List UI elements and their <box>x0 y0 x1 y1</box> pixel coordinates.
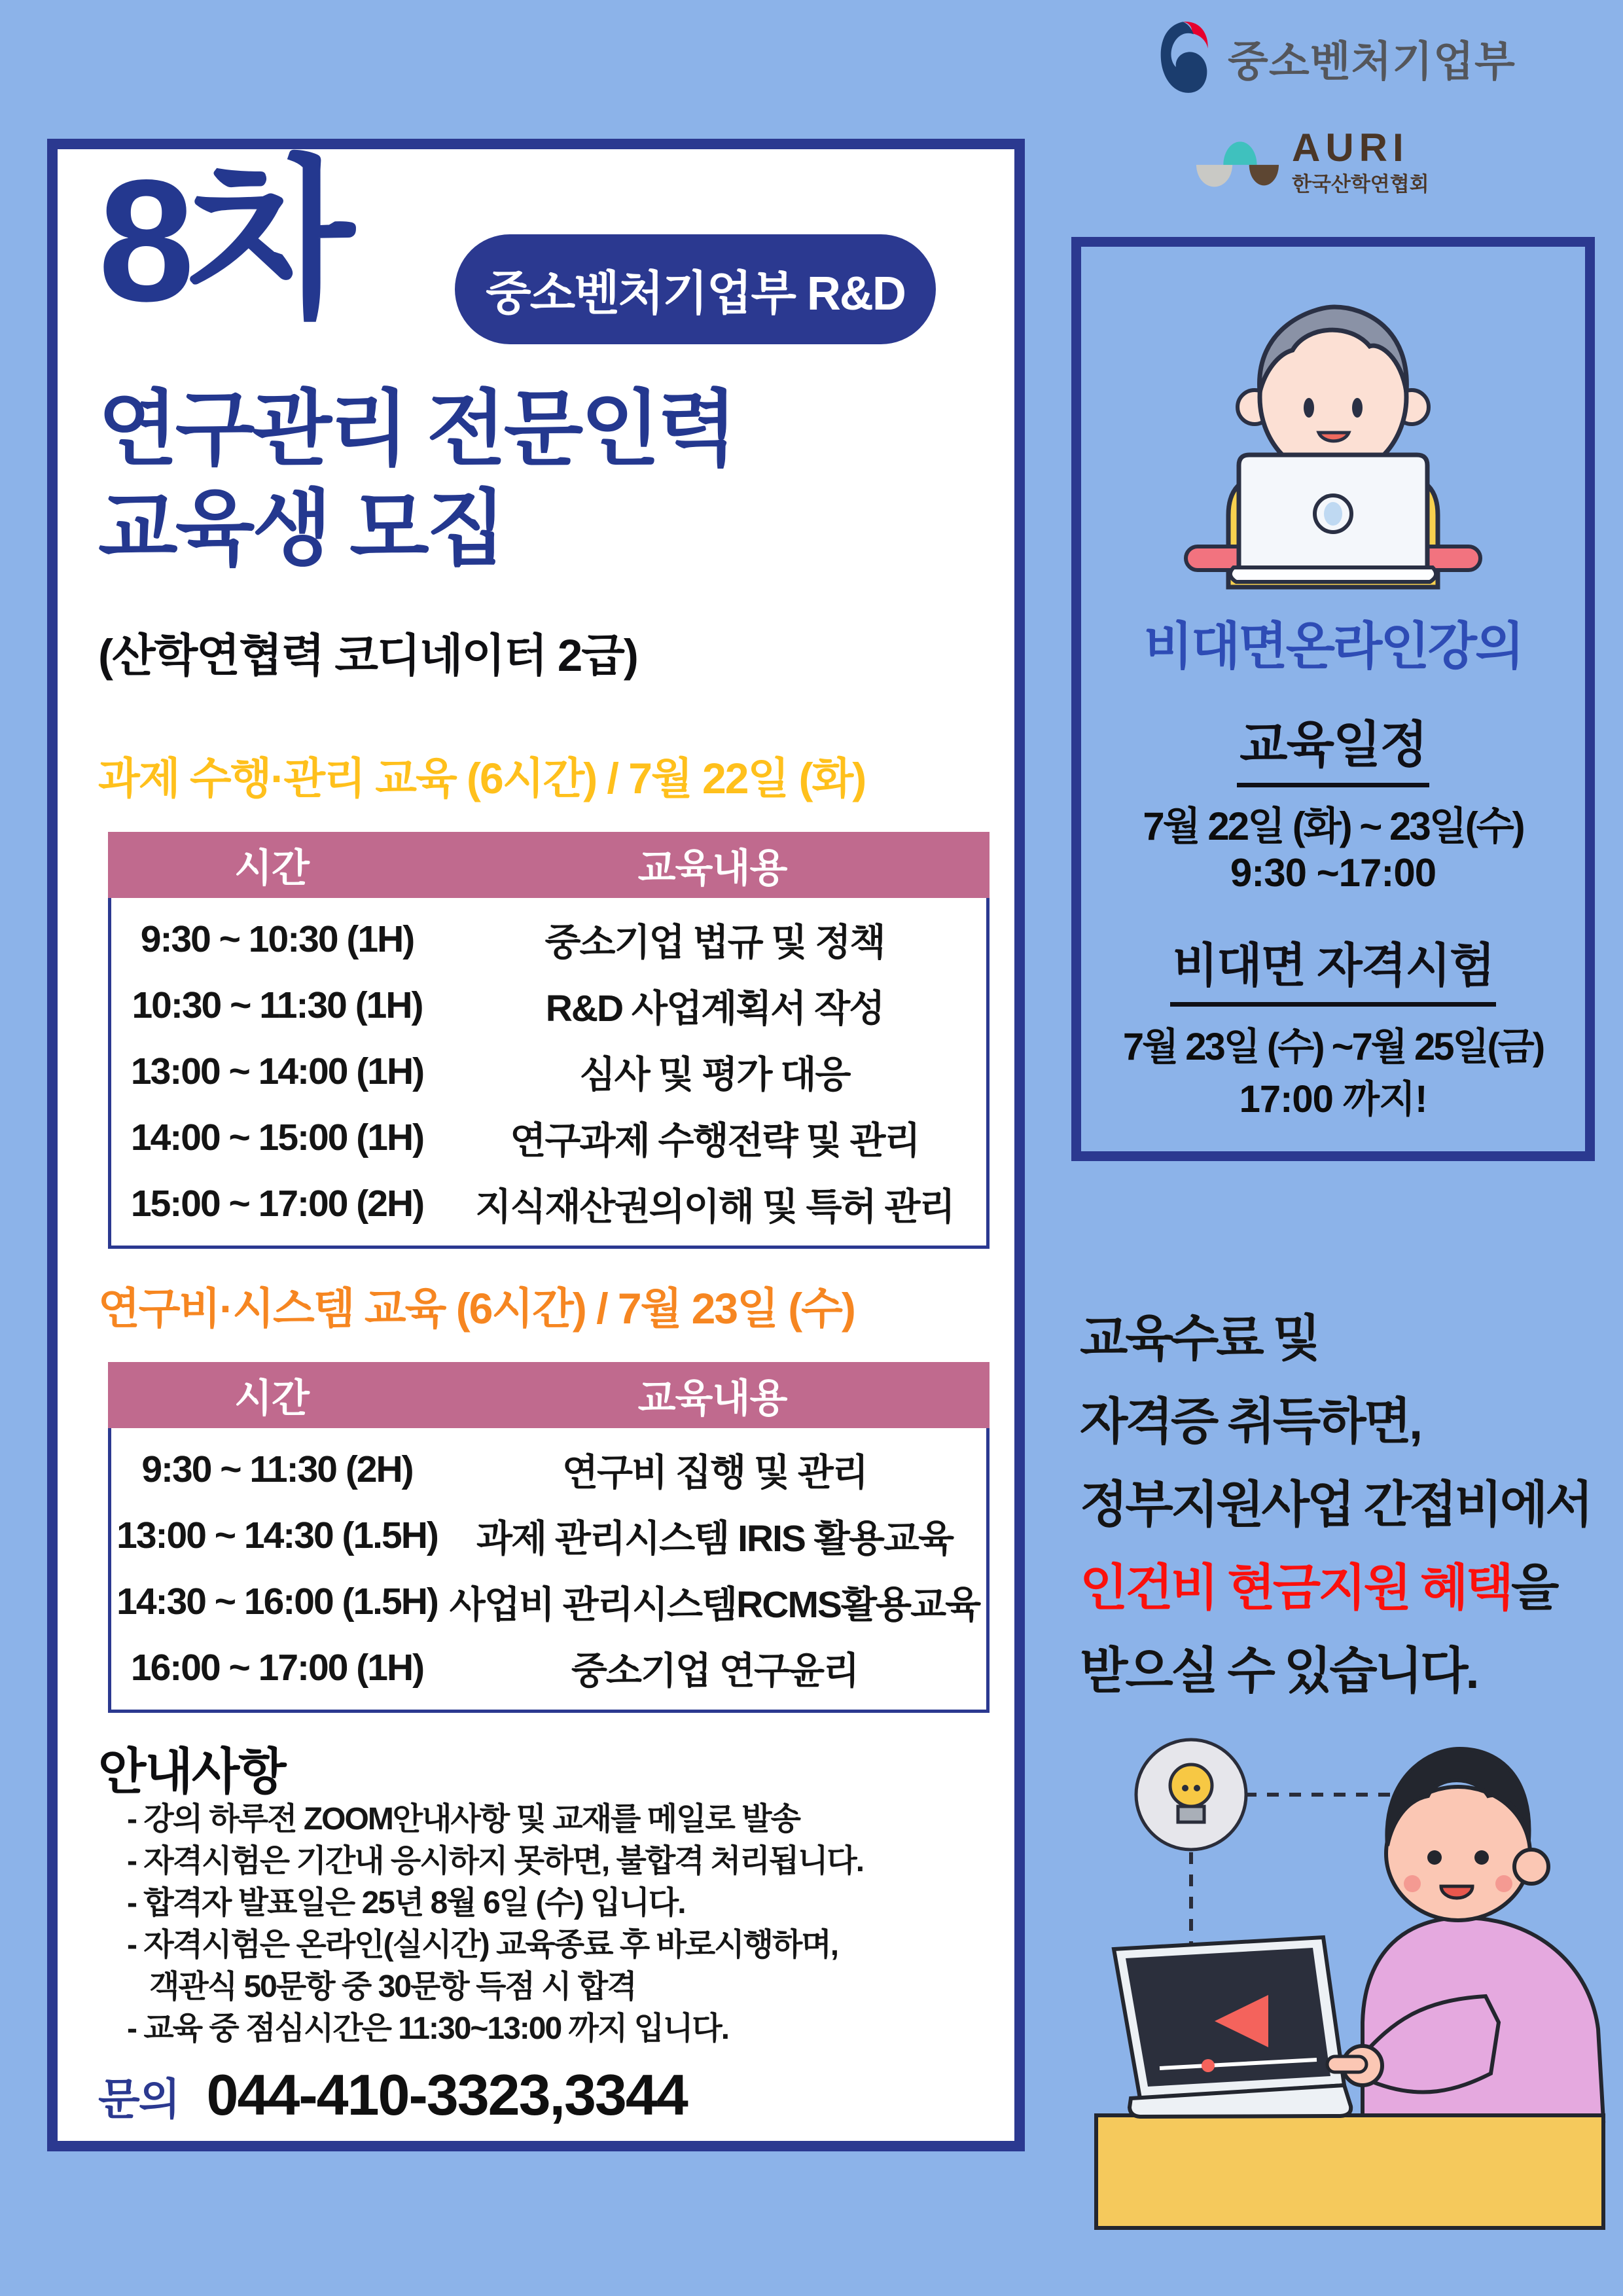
auri-word: AURI <box>1292 126 1409 170</box>
schedule-time: 9:30 ~17:00 <box>1230 851 1436 895</box>
table-cell: 14:00 ~ 15:00 (1H) <box>130 1116 424 1158</box>
online-lecture-label: 비대면온라인강의 <box>1143 617 1523 675</box>
table-cell: 10:30 ~ 11:30 (1H) <box>132 984 423 1026</box>
contact-label: 문의 <box>98 2074 179 2123</box>
table-row <box>110 1170 988 1247</box>
notice-item: - 자격시험은 기간내 응시하지 못하면, 불합격 처리됩니다. <box>127 1844 864 1878</box>
schedule-table-day1 <box>108 832 990 1249</box>
table-cell: 13:00 ~ 14:30 (1.5H) <box>116 1514 438 1556</box>
contact-row <box>98 2062 687 2128</box>
man-at-laptop-illustration <box>1150 279 1516 600</box>
column-header-time: 시간 <box>234 846 309 890</box>
benefit-line: 받으실 수 있습니다. <box>1080 1643 1477 1699</box>
title-line-2: 교육생 모집 <box>98 482 504 575</box>
benefit-highlight-rest: 을 <box>1510 1560 1557 1616</box>
table-row <box>110 1428 988 1502</box>
laptop-with-video <box>1114 1937 1351 2117</box>
table-row <box>110 1502 988 1568</box>
table-cell: 14:30 ~ 16:00 (1.5H) <box>116 1580 438 1623</box>
poster-title <box>98 380 735 579</box>
exam-date: 7월 23일 (수) ~7월 25일(금) <box>1122 1026 1544 1068</box>
main-card <box>47 139 1025 2151</box>
table-row <box>110 898 988 972</box>
notice-item: - 자격시험은 온라인(실시간) 교육종료 후 바로시행하며, <box>127 1928 838 1962</box>
table-cell: 9:30 ~ 10:30 (1H) <box>140 918 414 960</box>
person-watching-lecture-illustration <box>1067 1715 1623 2251</box>
table-cell: 16:00 ~ 17:00 (1H) <box>130 1646 424 1689</box>
notices-list <box>111 1799 982 2050</box>
rnd-badge: 중소벤처기업부 R&D <box>455 234 936 344</box>
benefit-paragraph <box>1080 1297 1623 1713</box>
benefit-line: 교육수료 및 <box>1080 1311 1319 1367</box>
table-cell: 심사 및 평가 대응 <box>579 1053 850 1096</box>
column-header-time: 시간 <box>234 1376 309 1420</box>
poster-subtitle: (산학연협력 코디네이터 2급) <box>98 630 637 681</box>
table-cell: 9:30 ~ 11:30 (2H) <box>141 1448 413 1490</box>
round-number: 8차 <box>98 144 347 338</box>
table-row <box>110 972 988 1038</box>
section1-heading: 과제 수행·관리 교육 (6시간) / 7월 22일 (화) <box>98 754 866 802</box>
benefit-line-highlight <box>1080 1547 1623 1630</box>
notice-item: 객관식 50문항 중 30문항 득점 시 합격 <box>149 1969 636 2004</box>
table-row <box>110 1568 988 1634</box>
table-cell: 중소기업 법규 및 정책 <box>544 921 885 963</box>
ministry-logo <box>1157 18 1516 98</box>
notice-item: - 강의 하루전 ZOOM안내사항 및 교재를 메일로 발송 <box>127 1802 800 1837</box>
table-cell: 연구비 집행 및 관리 <box>562 1451 867 1494</box>
schedule-heading: 교육일정 <box>1081 705 1585 787</box>
column-header-content: 교육내용 <box>637 846 787 890</box>
auri-logo-text <box>1292 128 1429 194</box>
notice-item: - 교육 중 점심시간은 11:30~13:00 까지 입니다. <box>127 2011 729 2046</box>
section2-heading: 연구비·시스템 교육 (6시간) / 7월 23일 (수) <box>98 1284 855 1333</box>
auri-logo <box>1195 128 1429 194</box>
benefit-line: 정부지원사업 간접비에서 <box>1080 1477 1591 1533</box>
ministry-logo-text: 중소벤처기업부 <box>1228 38 1516 85</box>
lightbulb-icon <box>1136 1740 1246 1850</box>
title-line-1: 연구관리 전문인력 <box>98 383 735 475</box>
desk <box>1096 2115 1603 2228</box>
table-row <box>110 1634 988 1712</box>
table-cell: 중소기업 연구윤리 <box>571 1649 859 1692</box>
exam-deadline: 17:00 까지! <box>1239 1078 1427 1121</box>
table-row <box>110 1038 988 1104</box>
benefit-highlight: 인건비 현금지원 혜택 <box>1080 1560 1511 1616</box>
table-header-row <box>108 1362 990 1428</box>
table-cell: 연구과제 수행전략 및 관리 <box>510 1119 919 1162</box>
table-cell: 사업비 관리시스템RCMS활용교육 <box>449 1583 980 1626</box>
taegeuk-swirl-icon <box>1157 18 1211 98</box>
schedule-date: 7월 22일 (화) ~ 23일(수) <box>1143 804 1524 848</box>
online-info-box <box>1071 237 1595 1161</box>
schedule-table-day2 <box>108 1362 990 1713</box>
notices-heading: 안내사항 <box>98 1744 285 1800</box>
benefit-line: 자격증 취득하면, <box>1080 1394 1421 1450</box>
table-row <box>110 1104 988 1170</box>
table-cell: 과제 관리시스템 IRIS 활용교육 <box>476 1517 954 1560</box>
table-cell: R&D 사업계획서 작성 <box>545 987 884 1030</box>
auri-subtext: 한국산학연협회 <box>1292 173 1429 196</box>
notice-item: - 합격자 발표일은 25년 8월 6일 (수) 입니다. <box>127 1886 685 1920</box>
auri-wave-icon <box>1195 128 1279 194</box>
table-header-row <box>108 832 990 898</box>
column-header-content: 교육내용 <box>637 1376 787 1420</box>
table-cell: 15:00 ~ 17:00 (2H) <box>130 1182 424 1225</box>
table-cell: 13:00 ~ 14:00 (1H) <box>130 1050 424 1092</box>
table-cell: 지식재산권의이해 및 특허 관리 <box>475 1185 954 1228</box>
exam-heading: 비대면 자격시험 <box>1081 927 1585 1007</box>
contact-phone-number: 044-410-3323,3344 <box>206 2062 687 2127</box>
